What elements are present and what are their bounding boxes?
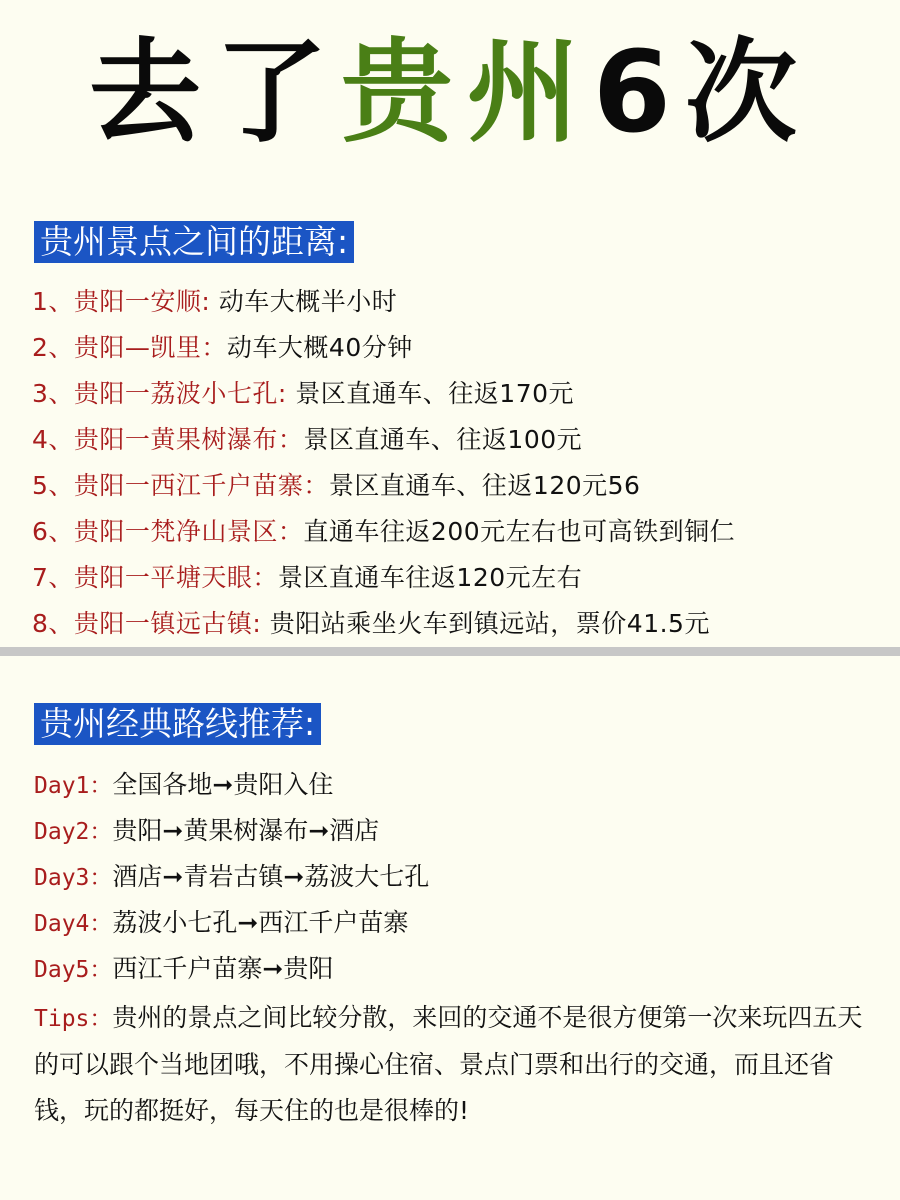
route-text: 贵阳➞黄果树瀑布➞酒店 bbox=[112, 816, 380, 845]
route-day-label: Day4： bbox=[34, 911, 113, 937]
distance-item bbox=[32, 604, 892, 650]
route-text: 西江千户苗寨➞贵阳 bbox=[112, 954, 334, 983]
route-item bbox=[34, 903, 874, 949]
tips-label: Tips： bbox=[34, 1006, 113, 1032]
route-day-label: Day2： bbox=[34, 819, 113, 845]
distance-item bbox=[32, 512, 892, 558]
title-part-1: 去了 bbox=[89, 28, 342, 158]
distance-item-label: 2、贵阳—凯里： bbox=[32, 333, 227, 362]
distances-heading: 贵州景点之间的距离: bbox=[34, 221, 354, 263]
distance-item bbox=[32, 328, 892, 374]
distance-item bbox=[32, 558, 892, 604]
distance-item-label: 7、贵阳一平塘天眼： bbox=[32, 563, 278, 592]
route-text: 荔波小七孔➞西江千户苗寨 bbox=[112, 908, 409, 937]
distance-item-desc: 景区直通车、往返170元 bbox=[286, 379, 575, 408]
distances-list bbox=[32, 282, 892, 650]
route-item bbox=[34, 949, 874, 995]
route-day-label: Day3： bbox=[34, 865, 113, 891]
distance-item-label: 4、贵阳一黄果树瀑布： bbox=[32, 425, 304, 454]
distance-item bbox=[32, 420, 892, 466]
distance-item-desc: 贵阳站乘坐火车到镇远站，票价41.5元 bbox=[261, 609, 710, 638]
title-part-3: 6次 bbox=[593, 28, 811, 158]
distance-item-label: 8、贵阳一镇远古镇: bbox=[32, 609, 262, 638]
distance-item-desc: 直通车往返200元左右也可高铁到铜仁 bbox=[303, 517, 736, 546]
distance-item bbox=[32, 282, 892, 328]
distance-item-label: 6、贵阳一梵净山景区： bbox=[32, 517, 304, 546]
distance-item-label: 1、贵阳一安顺: bbox=[32, 287, 211, 316]
section-divider bbox=[0, 647, 900, 656]
tips-paragraph bbox=[34, 995, 864, 1134]
page-title bbox=[0, 18, 900, 168]
distance-item bbox=[32, 374, 892, 420]
route-day-label: Day5： bbox=[34, 957, 113, 983]
distance-item-label: 5、贵阳一西江千户苗寨： bbox=[32, 471, 329, 500]
route-item bbox=[34, 857, 874, 903]
routes-list bbox=[34, 765, 874, 995]
distance-item-desc: 动车大概半小时 bbox=[210, 287, 398, 316]
route-item bbox=[34, 811, 874, 857]
distance-item-desc: 动车大概40分钟 bbox=[226, 333, 413, 362]
route-text: 酒店➞青岩古镇➞荔波大七孔 bbox=[112, 862, 430, 891]
distance-item-desc: 景区直通车、往返120元56 bbox=[328, 471, 641, 500]
distance-item bbox=[32, 466, 892, 512]
distance-item-desc: 景区直通车往返120元左右 bbox=[277, 563, 583, 592]
route-text: 全国各地➞贵阳入住 bbox=[112, 770, 334, 799]
route-item bbox=[34, 765, 874, 811]
tips-text: 贵州的景点之间比较分散，来回的交通不是很方便第一次来玩四五天的可以跟个当地团哦，不用操心住宿、景点门票和出行的交通，而且还省钱，玩的都挺好，每天住的也是很棒的! bbox=[34, 1003, 863, 1125]
distance-item-label: 3、贵阳一荔波小七孔: bbox=[32, 379, 287, 408]
distance-item-desc: 景区直通车、往返100元 bbox=[303, 425, 583, 454]
routes-heading: 贵州经典路线推荐: bbox=[34, 703, 321, 745]
title-part-2: 贵州 bbox=[341, 28, 594, 158]
route-day-label: Day1： bbox=[34, 773, 113, 799]
